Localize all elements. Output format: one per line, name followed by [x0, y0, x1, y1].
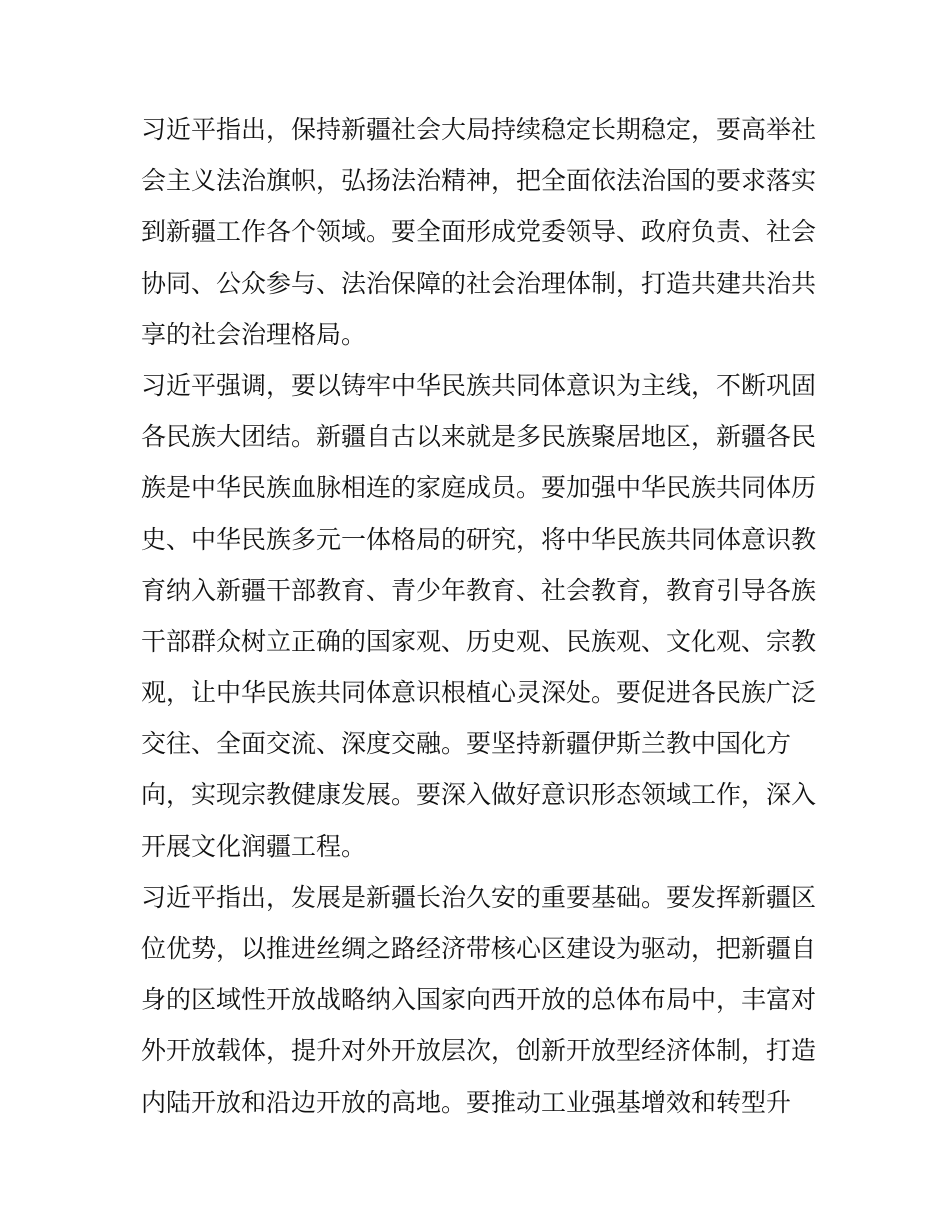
text-line: 外开放载体，提升对外开放层次，创新开放型经济体制，打造	[141, 1036, 817, 1066]
text-line: 族是中华民族血脉相连的家庭成员。要加强中华民族共同体历	[141, 473, 817, 503]
text-line: 协同、公众参与、法治保障的社会治理体制，打造共建共治共	[141, 268, 817, 298]
text-line: 到新疆工作各个领域。要全面形成党委领导、政府负责、社会	[141, 217, 817, 247]
text-line: 习近平强调，要以铸牢中华民族共同体意识为主线，不断巩固	[141, 370, 817, 400]
text-line: 史、中华民族多元一体格局的研究，将中华民族共同体意识教	[141, 524, 817, 554]
text-line: 育纳入新疆干部教育、青少年教育、社会教育，教育引导各族	[141, 575, 817, 605]
text-line: 各民族大团结。新疆自古以来就是多民族聚居地区，新疆各民	[141, 422, 817, 452]
text-line: 向，实现宗教健康发展。要深入做好意识形态领域工作，深入	[141, 780, 817, 810]
paragraph-2	[141, 360, 817, 872]
document-body	[141, 104, 817, 1128]
text-line: 习近平指出，保持新疆社会大局持续稳定长期稳定，要高举社	[141, 115, 817, 144]
paragraph-1	[141, 104, 817, 360]
text-line: 内陆开放和沿边开放的高地。要推动工业强基增效和转型升	[141, 1087, 792, 1117]
text-line: 身的区域性开放战略纳入国家向西开放的总体布局中，丰富对	[141, 985, 817, 1015]
text-line: 观，让中华民族共同体意识根植心灵深处。要促进各民族广泛	[141, 678, 817, 708]
text-line: 会主义法治旗帜，弘扬法治精神，把全面依法治国的要求落实	[141, 166, 817, 196]
paragraph-3	[141, 872, 817, 1128]
text-line: 习近平指出，发展是新疆长治久安的重要基础。要发挥新疆区	[141, 882, 817, 912]
text-line: 干部群众树立正确的国家观、历史观、民族观、文化观、宗教	[141, 626, 817, 656]
text-line: 位优势，以推进丝绸之路经济带核心区建设为驱动，把新疆自	[141, 934, 817, 963]
text-line: 享的社会治理格局。	[141, 319, 367, 349]
text-line: 交往、全面交流、深度交融。要坚持新疆伊斯兰教中国化方	[141, 729, 792, 759]
text-line: 开展文化润疆工程。	[141, 831, 367, 861]
